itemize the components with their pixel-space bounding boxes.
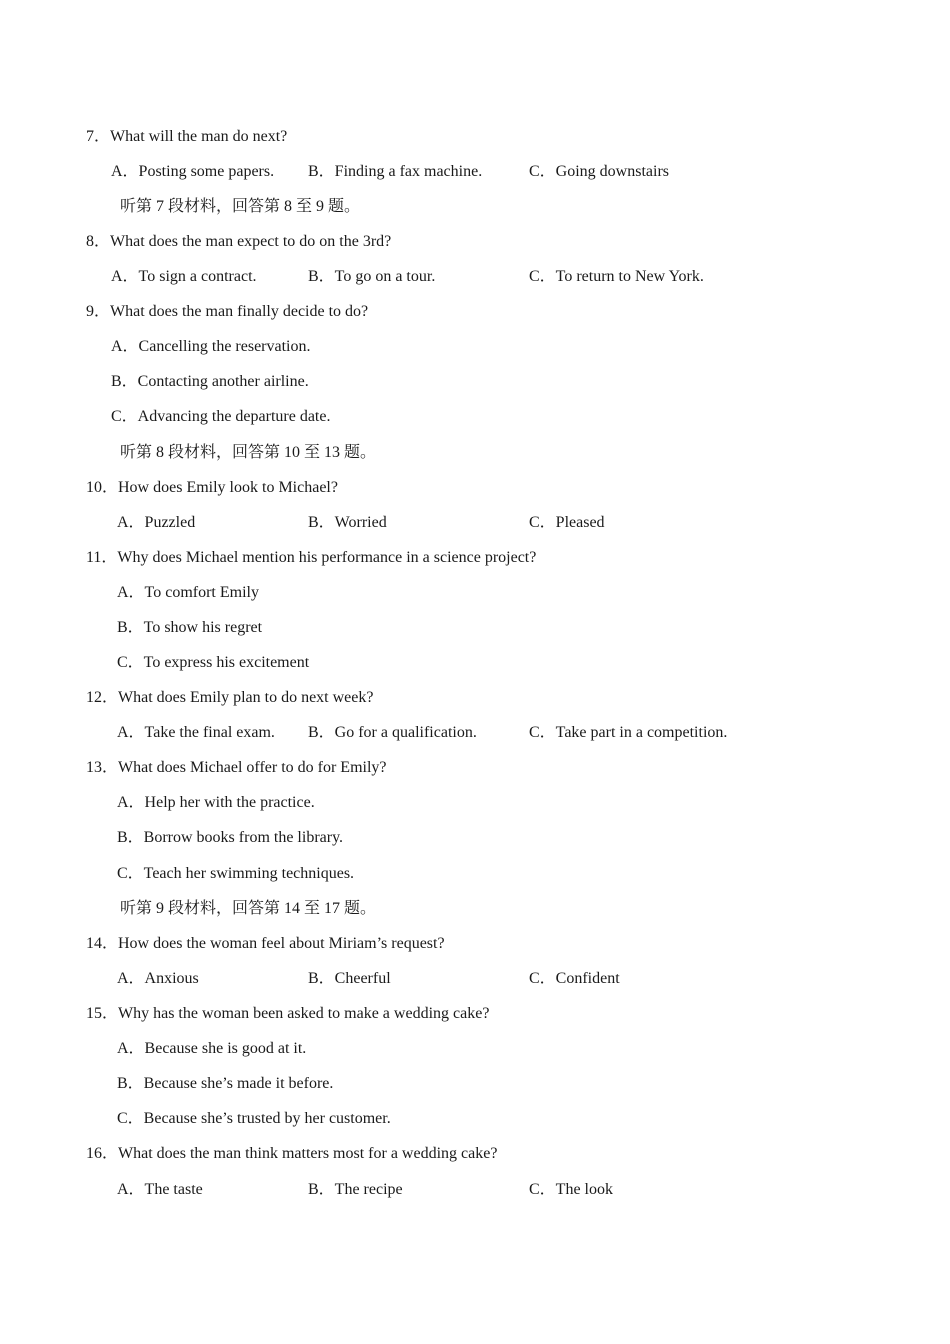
option-8a: A．To sign a contract. bbox=[111, 268, 257, 285]
question-11: 11．Why does Michael mention his performance in a science project? bbox=[86, 549, 537, 566]
option-11c: C．To express his excitement bbox=[117, 654, 310, 671]
question-7: 7．What will the man do next? bbox=[86, 128, 288, 145]
option-14c: C．Confident bbox=[529, 970, 620, 987]
question-9: 9．What does the man finally decide to do? bbox=[86, 303, 369, 320]
option-8b: B．To go on a tour. bbox=[308, 268, 436, 285]
question-13: 13．What does Michael offer to do for Emily? bbox=[86, 759, 387, 776]
option-13a: A．Help her with the practice. bbox=[117, 794, 315, 811]
option-9c: C．Advancing the departure date. bbox=[111, 408, 331, 425]
option-10a: A．Puzzled bbox=[117, 514, 196, 531]
option-7b: B．Finding a fax machine. bbox=[308, 163, 483, 180]
section-note-10-13: 听第 8 段材料，回答第 10 至 13 题。 bbox=[120, 444, 377, 461]
option-15a: A．Because she is good at it. bbox=[117, 1040, 307, 1057]
option-15c: C．Because she’s trusted by her customer. bbox=[117, 1110, 391, 1127]
option-16c: C．The look bbox=[529, 1181, 613, 1198]
question-12: 12．What does Emily plan to do next week? bbox=[86, 689, 374, 706]
option-7c: C．Going downstairs bbox=[529, 163, 670, 180]
option-15b: B．Because she’s made it before. bbox=[117, 1075, 334, 1092]
section-note-8-9: 听第 7 段材料，回答第 8 至 9 题。 bbox=[120, 198, 361, 215]
question-10: 10．How does Emily look to Michael? bbox=[86, 479, 338, 496]
option-12a: A．Take the final exam. bbox=[117, 724, 275, 741]
option-16b: B．The recipe bbox=[308, 1181, 403, 1198]
option-9b: B．Contacting another airline. bbox=[111, 373, 309, 390]
option-13c: C．Teach her swimming techniques. bbox=[117, 865, 355, 882]
question-14: 14．How does the woman feel about Miriam’s request? bbox=[86, 935, 445, 952]
option-8c: C．To return to New York. bbox=[529, 268, 704, 285]
option-11b: B．To show his regret bbox=[117, 619, 263, 636]
option-12c: C．Take part in a competition. bbox=[529, 724, 728, 741]
question-8: 8．What does the man expect to do on the 3rd? bbox=[86, 233, 392, 250]
option-11a: A．To comfort Emily bbox=[117, 584, 259, 601]
option-16a: A．The taste bbox=[117, 1181, 203, 1198]
option-10b: B．Worried bbox=[308, 514, 387, 531]
question-16: 16．What does the man think matters most for a wedding cake? bbox=[86, 1145, 498, 1162]
option-14a: A．Anxious bbox=[117, 970, 199, 987]
option-13b: B．Borrow books from the library. bbox=[117, 829, 344, 846]
option-12b: B．Go for a qualification. bbox=[308, 724, 477, 741]
option-7a: A．Posting some papers. bbox=[111, 163, 275, 180]
section-note-14-17: 听第 9 段材料，回答第 14 至 17 题。 bbox=[120, 900, 377, 917]
question-15: 15．Why has the woman been asked to make a wedding cake? bbox=[86, 1005, 490, 1022]
option-10c: C．Pleased bbox=[529, 514, 605, 531]
option-14b: B．Cheerful bbox=[308, 970, 391, 987]
option-9a: A．Cancelling the reservation. bbox=[111, 338, 311, 355]
